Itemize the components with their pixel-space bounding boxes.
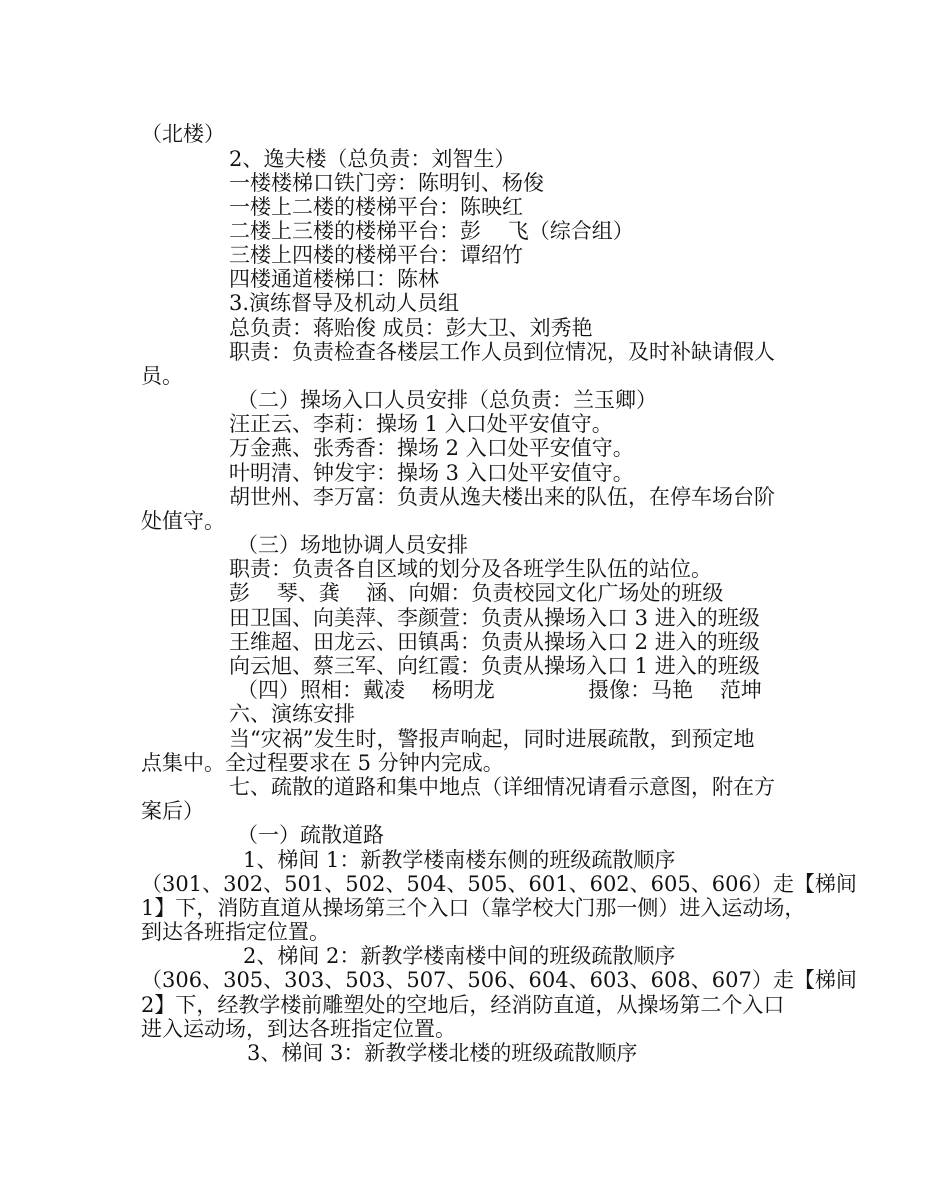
text-line: 职责：负责各自区域的划分及各班学生队伍的站位。 — [229, 557, 712, 581]
text-line: 处值守。 — [141, 509, 225, 533]
text-line: 1、梯间 1：新教学楼南楼东侧的班级疏散顺序 — [243, 848, 676, 872]
text-line: 2、梯间 2：新教学楼南楼中间的班级疏散顺序 — [243, 944, 676, 968]
text-line: 王维超、田龙云、田镇禹：负责从操场入口 2 进入的班级 — [229, 630, 760, 654]
text-line: 职责：负责检查各楼层工作人员到位情况，及时补缺请假人 — [229, 340, 775, 364]
text-line: 彭 琴、龚 涵、向媚：负责校园文化广场处的班级 — [229, 581, 724, 605]
text-line: 案后） — [141, 799, 204, 823]
text-line: 点集中。全过程要求在 5 分钟内完成。 — [141, 751, 504, 775]
text-line: 总负责：蒋贻俊 成员：彭大卫、刘秀艳 — [229, 316, 593, 340]
text-line: （306、305、303、503、507、506、604、603、608、607）走【梯间 — [141, 968, 857, 992]
text-line: （301、302、501、502、504、505、601、602、605、606）走【梯间 — [141, 872, 857, 896]
text-line: 四楼通道楼梯口：陈林 — [229, 267, 439, 291]
section-heading: （四）照相：戴凌 杨明龙 摄像：马艳 范坤 — [237, 678, 762, 702]
section-heading: 六、演练安排 — [229, 702, 355, 726]
section-heading: （二）操场入口人员安排（总负责：兰玉卿） — [237, 388, 657, 412]
text-line: 田卫国、向美萍、李颜萱：负责从操场入口 3 进入的班级 — [229, 606, 760, 630]
text-line: 汪正云、李莉：操场 1 入口处平安值守。 — [229, 412, 613, 436]
text-line: 2、逸夫楼（总负责：刘智生） — [229, 147, 516, 171]
text-line: 到达各班指定位置。 — [141, 920, 330, 944]
text-line: 向云旭、蔡三军、向红霞：负责从操场入口 1 进入的班级 — [229, 654, 760, 678]
text-line: 当“灾祸”发生时，警报声响起，同时进展疏散，到预定地 — [229, 727, 755, 751]
section-heading: 七、疏散的道路和集中地点（详细情况请看示意图，附在方 — [229, 775, 775, 799]
text-line: 一楼楼梯口铁门旁：陈明钊、杨俊 — [229, 171, 544, 195]
text-line: 叶明清、钟发宇：操场 3 入口处平安值守。 — [229, 461, 634, 485]
text-line: 1】下，消防直道从操场第三个入口（靠学校大门那一侧）进入运动场， — [141, 896, 806, 920]
text-line: 3、梯间 3：新教学楼北楼的班级疏散顺序 — [247, 1041, 638, 1065]
text-line: 三楼上四楼的楼梯平台：谭绍竹 — [229, 243, 523, 267]
text-line: （北楼） — [141, 122, 225, 146]
section-heading: （一）疏散道路 — [237, 823, 384, 847]
text-line: 员。 — [141, 364, 183, 388]
section-heading: （三）场地协调人员安排 — [237, 533, 468, 557]
text-line: 2】下，经教学楼前雕塑处的空地后，经消防直道，从操场第二个入口 — [141, 993, 785, 1017]
text-line: 二楼上三楼的楼梯平台：彭 飞（综合组） — [229, 219, 634, 243]
text-line: 一楼上二楼的楼梯平台：陈映红 — [229, 195, 523, 219]
text-line: 万金燕、张秀香：操场 2 入口处平安值守。 — [229, 436, 634, 460]
text-line: 进入运动场，到达各班指定位置。 — [141, 1017, 456, 1041]
section-heading: 3.演练督导及机动人员组 — [229, 291, 460, 315]
text-line: 胡世州、李万富：负责从逸夫楼出来的队伍，在停车场台阶 — [229, 485, 775, 509]
